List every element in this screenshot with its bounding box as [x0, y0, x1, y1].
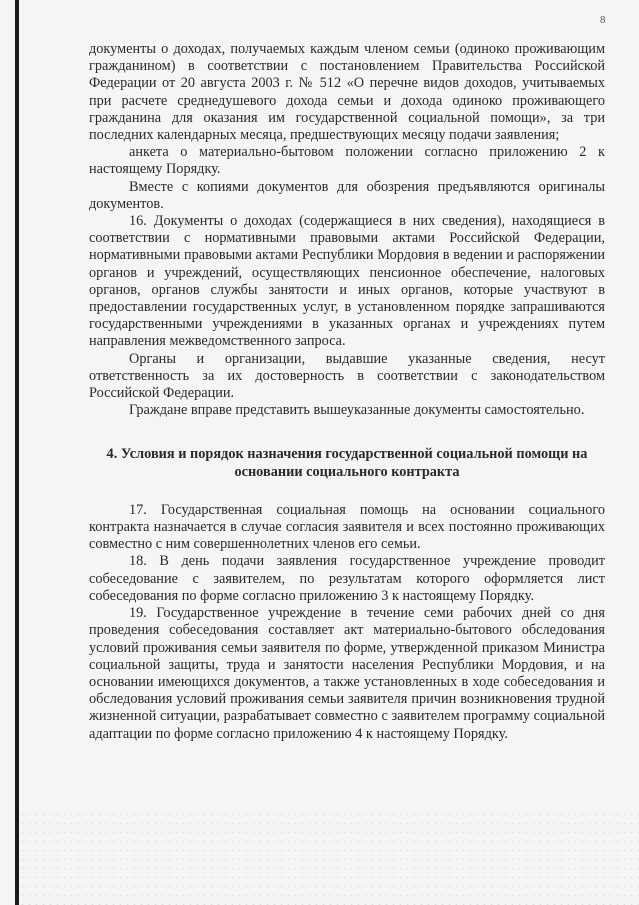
paragraph-income-documents: документы о доходах, получаемых каждым членом семьи (одиноко проживающим гражданином) в соответствии с постановлением Правительства Российской Федерации от 20 августа 2003 г. № 512 «О перечне видов доходов, учитываемых при расчете среднедушевого дохода семьи и дохода одиноко проживающего гражданина для оказания им государственной социальной помощи», за три последних календарных месяца, предшествующих месяцу подачи заявления;	[89, 41, 605, 144]
paragraph-19: 19. Государственное учреждение в течение семи рабочих дней со дня проведения собеседования составляет акт материально-бытового обследования условий проживания семьи заявителя по форме, утвержденной приказом Министра социальной защиты, труда и занятости населения Республики Мордовия, и на основании имеющихся документов, а также установленных в ходе собеседования и обследования условий проживания семьи заявителя причин возникновения трудной жизненной ситуации, разрабатывает совместно с заявителем программу социальной адаптации по форме согласно приложению 4 к настоящему Порядку.	[89, 605, 605, 742]
paragraph-18: 18. В день подачи заявления государственное учреждение проводит собеседование с заявителем, по результатам которого оформляется лист собеседования по форме согласно приложению 3 к настоящему Порядку.	[89, 553, 605, 604]
page-number: 8	[600, 14, 606, 26]
paragraph-citizens-right: Граждане вправе представить вышеуказанные документы самостоятельно.	[129, 402, 585, 419]
paragraph-16: 16. Документы о доходах (содержащиеся в них сведения), находящиеся в соответствии с нормативными правовыми актами Российской Федерации, нормативными правовыми актами Республики Мордовия в ведении и распоряжении органов и учреждений, осуществляющих пенсионное обеспечение, налоговых органов, органов службы занятости и иных органов, которые участвуют в предоставлении государственных услуг, в установленном порядке запрашиваются государственными учреждениями в указанных органах и учреждениях путем направления межведомственного запроса.	[89, 213, 605, 350]
scan-edge-bar	[15, 0, 19, 905]
paragraph-questionnaire: анкета о материально-бытовом положении согласно приложению 2 к настоящему Порядку.	[89, 144, 605, 178]
paragraph-originals: Вместе с копиями документов для обозрения предъявляются оригиналы документов.	[89, 178, 605, 212]
paragraph-17: 17. Государственная социальная помощь на основании социального контракта назначается в случае согласия заявителя и всех постоянно проживающих совместно с ним совершеннолетних членов его семьи.	[89, 501, 605, 553]
document-body	[89, 41, 605, 743]
paragraph-responsibility: Органы и организации, выдавшие указанные сведения, несут ответственность за их достоверность в соответствии с законодательством Российской Федерации.	[89, 350, 605, 402]
scan-noise	[19, 810, 639, 905]
section-heading: 4. Условия и порядок назначения государственной социальной помощи на основании социального контракта	[106, 446, 588, 480]
